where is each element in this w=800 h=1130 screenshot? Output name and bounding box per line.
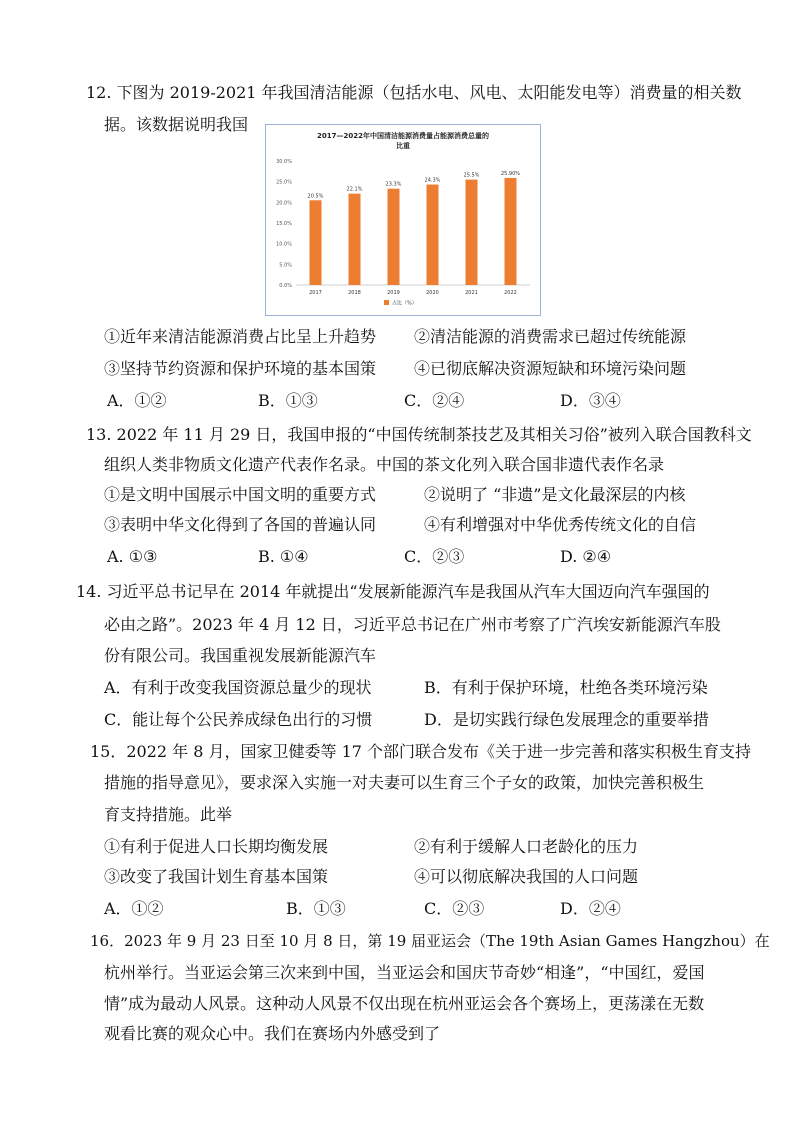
q13-option-1: ①是文明中国展示中国文明的重要方式 bbox=[104, 485, 377, 504]
q14-stem-line1: 14. 习近平总书记早在 2014 年就提出“发展新能源汽车是我国从汽车大国迈向汽车强国的 bbox=[76, 582, 710, 601]
q14-choice-a[interactable]: A．有利于改变我国资源总量少的现状 bbox=[104, 678, 372, 697]
q12-option-1: ①近年来清洁能源消费占比呈上升趋势 bbox=[104, 327, 377, 346]
bar-2022 bbox=[505, 178, 517, 285]
q15-choice-d[interactable]: D．②④ bbox=[560, 899, 621, 918]
x-tick-label-2018: 2018 bbox=[348, 290, 361, 296]
data-label-2017: 20.5% bbox=[307, 193, 324, 200]
y-tick-label: 30.0% bbox=[276, 159, 292, 165]
q12-option-3: ③坚持节约资源和保护环境的基本国策 bbox=[104, 359, 377, 378]
q13-stem-line2: 组织人类非物质文化遗产代表作名录。中国的茶文化列入联合国非遗代表作名录 bbox=[104, 455, 665, 474]
q15-option-2: ②有利于缓解人口老龄化的压力 bbox=[414, 837, 639, 856]
x-tick-label-2019: 2019 bbox=[387, 290, 400, 296]
q13-choice-d[interactable]: D. ②④ bbox=[560, 547, 612, 566]
legend-swatch bbox=[384, 300, 389, 305]
q14-choice-c[interactable]: C．能让每个公民养成绿色出行的习惯 bbox=[104, 710, 373, 729]
q13-choice-a[interactable]: A. ①③ bbox=[107, 547, 158, 566]
legend-label: 占比（%） bbox=[392, 300, 417, 307]
q15-option-1: ①有利于促进人口长期均衡发展 bbox=[104, 837, 329, 856]
x-tick-label-2017: 2017 bbox=[309, 290, 322, 296]
chart-title-line2: 比重 bbox=[396, 142, 410, 150]
q12-option-4: ④已彻底解决资源短缺和环境污染问题 bbox=[414, 359, 687, 378]
x-tick-label-2022: 2022 bbox=[504, 290, 517, 296]
q15-choice-c[interactable]: C．②③ bbox=[424, 899, 485, 918]
y-tick-label: 0.0% bbox=[279, 283, 292, 289]
y-tick-label: 20.0% bbox=[276, 200, 292, 207]
q13-option-2: ②说明了 “非遗”是文化最深层的内核 bbox=[424, 485, 686, 504]
y-tick-label: 5.0% bbox=[279, 262, 292, 269]
q16-stem-line4: 观看比赛的观众心中。我们在赛场内外感受到了 bbox=[104, 1024, 441, 1043]
q12-choice-b[interactable]: B．①③ bbox=[258, 391, 318, 410]
q16-stem-line3: 情”成为最动人风景。这种动人风景不仅出现在杭州亚运会各个赛场上，更荡漾在无数 bbox=[104, 994, 705, 1013]
q13-option-3: ③表明中华文化得到了各国的普遍认同 bbox=[104, 515, 377, 534]
q14-stem-line2: 必由之路”。2023 年 4 月 12 日，习近平总书记在广州市考察了广汽埃安新能源汽车股 bbox=[104, 615, 721, 634]
q15-stem-line1: 15．2022 年 8 月，国家卫健委等 17 个部门联合发布《关于进一步完善和落实积极生育支持 bbox=[90, 742, 752, 761]
q12-bar-chart bbox=[265, 124, 541, 316]
q15-choice-a[interactable]: A．①② bbox=[104, 899, 164, 918]
x-tick-label-2020: 2020 bbox=[426, 290, 439, 296]
q14-choice-d[interactable]: D．是切实践行绿色发展理念的重要举措 bbox=[424, 710, 709, 729]
q12-choice-c[interactable]: C．②④ bbox=[404, 391, 465, 410]
q16-stem-line2: 杭州举行。当亚运会第三次来到中国，当亚运会和国庆节奇妙“相逢”，“中国红，爱国 bbox=[104, 963, 705, 982]
q12-stem-line1: 12. 下图为 2019-2021 年我国清洁能源（包括水电、风电、太阳能发电等）消费量的相关数 bbox=[86, 83, 742, 102]
data-label-2022: 25.90% bbox=[500, 170, 521, 177]
y-tick-label: 10.0% bbox=[276, 241, 292, 248]
bar-2020 bbox=[427, 185, 439, 285]
q12-stem-line2: 据。该数据说明我国 bbox=[104, 115, 249, 134]
q12-option-2: ②清洁能源的消费需求已超过传统能源 bbox=[414, 327, 687, 346]
y-tick-label: 25.0% bbox=[276, 179, 292, 186]
chart-title-line1: 2017—2022年中国清洁能源消费量占能源消费总量的 bbox=[317, 132, 489, 140]
q13-choice-b[interactable]: B. ①④ bbox=[258, 547, 309, 566]
bar-2019 bbox=[388, 189, 400, 285]
y-tick-label: 15.0% bbox=[276, 221, 292, 227]
q15-stem-line3: 育支持措施。此举 bbox=[104, 805, 233, 824]
data-label-2018: 22.1% bbox=[346, 186, 363, 193]
q13-choice-c[interactable]: C．②③ bbox=[404, 547, 465, 566]
x-tick-label-2021: 2021 bbox=[465, 290, 478, 296]
q14-choice-b[interactable]: B．有利于保护环境，杜绝各类环境污染 bbox=[424, 678, 708, 697]
data-label-2021: 25.5% bbox=[463, 172, 480, 179]
data-label-2019: 23.3% bbox=[385, 181, 402, 188]
q12-choice-d[interactable]: D．③④ bbox=[560, 391, 621, 410]
q15-option-4: ④可以彻底解决我国的人口问题 bbox=[414, 867, 639, 886]
chart-plot bbox=[266, 125, 540, 315]
q15-stem-line2: 措施的指导意见》，要求深入实施一对夫妻可以生育三个子女的政策，加快完善积极生 bbox=[104, 773, 705, 792]
q12-choice-a[interactable]: A．①② bbox=[107, 391, 167, 410]
bar-2018 bbox=[349, 194, 361, 285]
bar-2021 bbox=[466, 180, 478, 285]
data-label-2020: 24.3% bbox=[424, 177, 441, 184]
q14-stem-line3: 份有限公司。我国重视发展新能源汽车 bbox=[104, 646, 377, 665]
q15-option-3: ③改变了我国计划生育基本国策 bbox=[104, 867, 329, 886]
q15-choice-b[interactable]: B．①③ bbox=[286, 899, 346, 918]
q16-stem-line1: 16．2023 年 9 月 23 日至 10 月 8 日，第 19 届亚运会（The 19th Asian Games Hangzhou）在 bbox=[90, 932, 770, 950]
q13-stem-line1: 13. 2022 年 11 月 29 日，我国申报的“中国传统制茶技艺及其相关习俗”被列入联合国教科文 bbox=[86, 425, 752, 444]
bar-2017 bbox=[310, 200, 322, 285]
q13-option-4: ④有利增强对中华优秀传统文化的自信 bbox=[424, 515, 697, 534]
